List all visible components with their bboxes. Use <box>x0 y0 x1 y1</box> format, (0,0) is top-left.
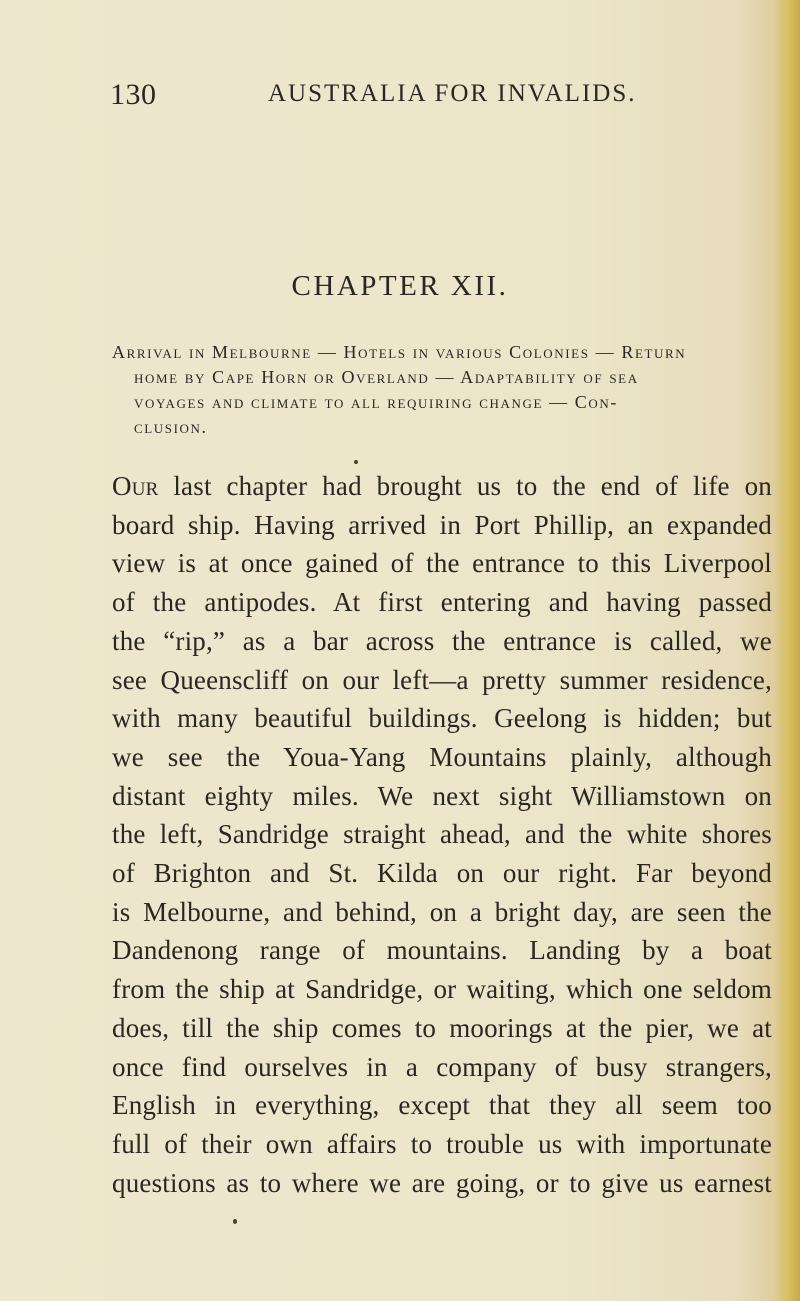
synopsis-line: Arrival in Melbourne — Hotels in various Colonies — Return <box>112 342 687 362</box>
paragraph-line: of Brighton and St. Kilda on our right. Far beyond <box>112 858 772 889</box>
ink-speck <box>354 460 358 464</box>
paragraph-line: of the antipodes. At first entering and having passed <box>112 587 772 618</box>
paragraph-line <box>112 467 772 506</box>
chapter-synopsis <box>112 340 772 440</box>
line-text: last chapter had brought us to the end of life on <box>158 471 772 501</box>
chapter-heading: CHAPTER XII. <box>291 270 509 302</box>
paragraph-line: questions as to where we are going, or to give us earnest <box>112 1167 772 1198</box>
body-text <box>112 467 772 1202</box>
paragraph-line: once find ourselves in a company of busy strangers, <box>112 1051 772 1082</box>
paragraph-line: distant eighty miles. We next sight Williamstown on <box>112 780 772 811</box>
paragraph-line: see Queenscliff on our left—a pretty summer residence, <box>112 664 772 695</box>
paragraph-line: board ship. Having arrived in Port Phillip, an expanded <box>112 509 772 540</box>
running-title: AUSTRALIA FOR INVALIDS. <box>268 80 637 107</box>
paragraph-line: we see the Youa-Yang Mountains plainly, although <box>112 741 772 772</box>
paragraph-line: from the ship at Sandridge, or waiting, which one seldom <box>112 974 772 1005</box>
ink-speck <box>233 1219 237 1224</box>
synopsis-line: voyages and climate to all requiring change — Con- <box>134 392 618 412</box>
page-number: 130 <box>110 78 157 111</box>
paragraph-line: full of their own affairs to trouble us with importunate <box>112 1128 772 1159</box>
synopsis-line: clusion. <box>134 417 208 437</box>
synopsis-line: home by Cape Horn or Overland — Adaptability of sea <box>134 367 639 387</box>
paragraph-line: with many beautiful buildings. Geelong is hidden; but <box>112 703 772 734</box>
paragraph-line: Dandenong range of mountains. Landing by a boat <box>112 935 772 966</box>
paragraph-line: English in everything, except that they all seem too <box>112 1090 772 1121</box>
paragraph-line: the “rip,” as a bar across the entrance is called, we <box>112 625 772 656</box>
paragraph-line: view is at once gained of the entrance to this Liverpool <box>112 548 772 579</box>
opening-word: Our <box>112 471 159 501</box>
paragraph-line: the left, Sandridge straight ahead, and the white shores <box>112 819 772 850</box>
page-edge <box>774 0 800 1301</box>
paragraph-line: does, till the ship comes to moorings at the pier, we at <box>112 1012 772 1043</box>
paragraph-line: is Melbourne, and behind, on a bright day, are seen the <box>112 896 772 927</box>
running-head <box>110 78 750 118</box>
